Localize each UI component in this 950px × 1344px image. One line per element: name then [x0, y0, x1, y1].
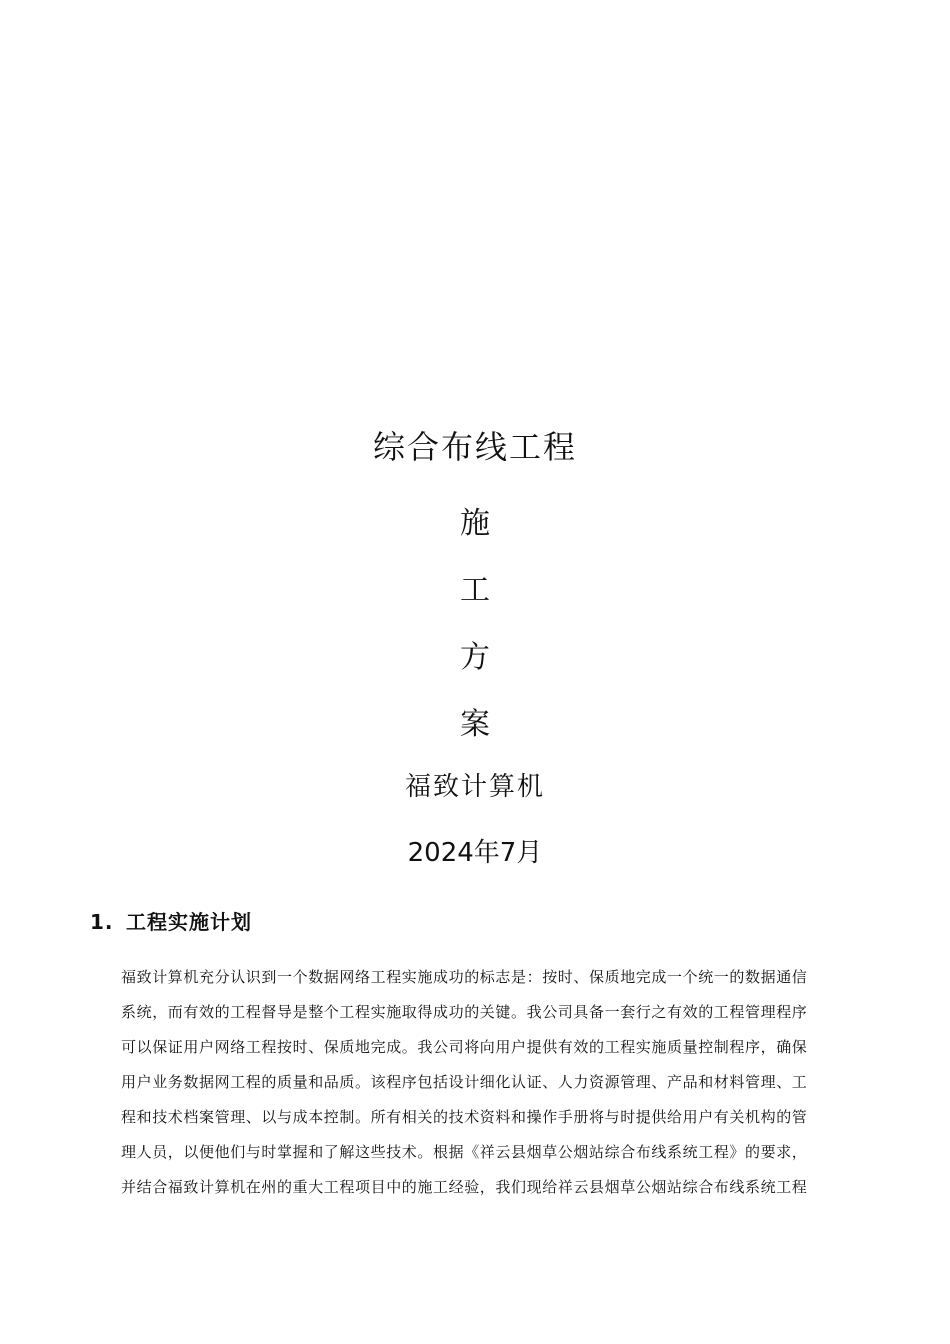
- paragraph-line: 可以保证用户网络工程按时、保质地完成。我公司将向用户提供有效的工程实施质量控制程序，确保: [121, 1038, 808, 1056]
- paragraph-line: 理人员，以便他们与时掌握和了解这些技术。根据《祥云县烟草公烟站综合布线系统工程》的要求，: [121, 1143, 808, 1161]
- cover-vertical-char-2: 工: [460, 573, 490, 608]
- paragraph-line: 用户业务数据网工程的质量和品质。该程序包括设计细化认证、人力资源管理、产品和材料管理、工: [121, 1073, 808, 1091]
- section-number: 1.: [90, 910, 114, 934]
- paragraph-line: 并结合福致计算机在州的重大工程项目中的施工经验，我们现给祥云县烟草公烟站综合布线系统工程: [121, 1178, 808, 1196]
- paragraph-line: 程和技术档案管理、以与成本控制。所有相关的技术资料和操作手册将与时提供给用户有关机构的管: [121, 1108, 808, 1126]
- cover-vertical-char-1: 施: [460, 506, 490, 541]
- paragraph-line: 福致计算机充分认识到一个数据网络工程实施成功的标志是：按时、保质地完成一个统一的数据通信: [121, 968, 808, 986]
- body-paragraph: [121, 960, 865, 1205]
- cover-company-name: 福致计算机: [404, 772, 545, 802]
- cover-vertical-char-3: 方: [460, 640, 490, 675]
- cover-main-title: 综合布线工程: [372, 428, 577, 466]
- cover-date: 2024年7月: [407, 838, 543, 868]
- paragraph-line: 系统，而有效的工程督导是整个工程实施取得成功的关键。我公司具备一套行之有效的工程管理程序: [121, 1003, 808, 1021]
- section-title: 工程实施计划: [126, 910, 252, 934]
- cover-vertical-char-4: 案: [460, 707, 490, 742]
- section-heading: [90, 906, 252, 935]
